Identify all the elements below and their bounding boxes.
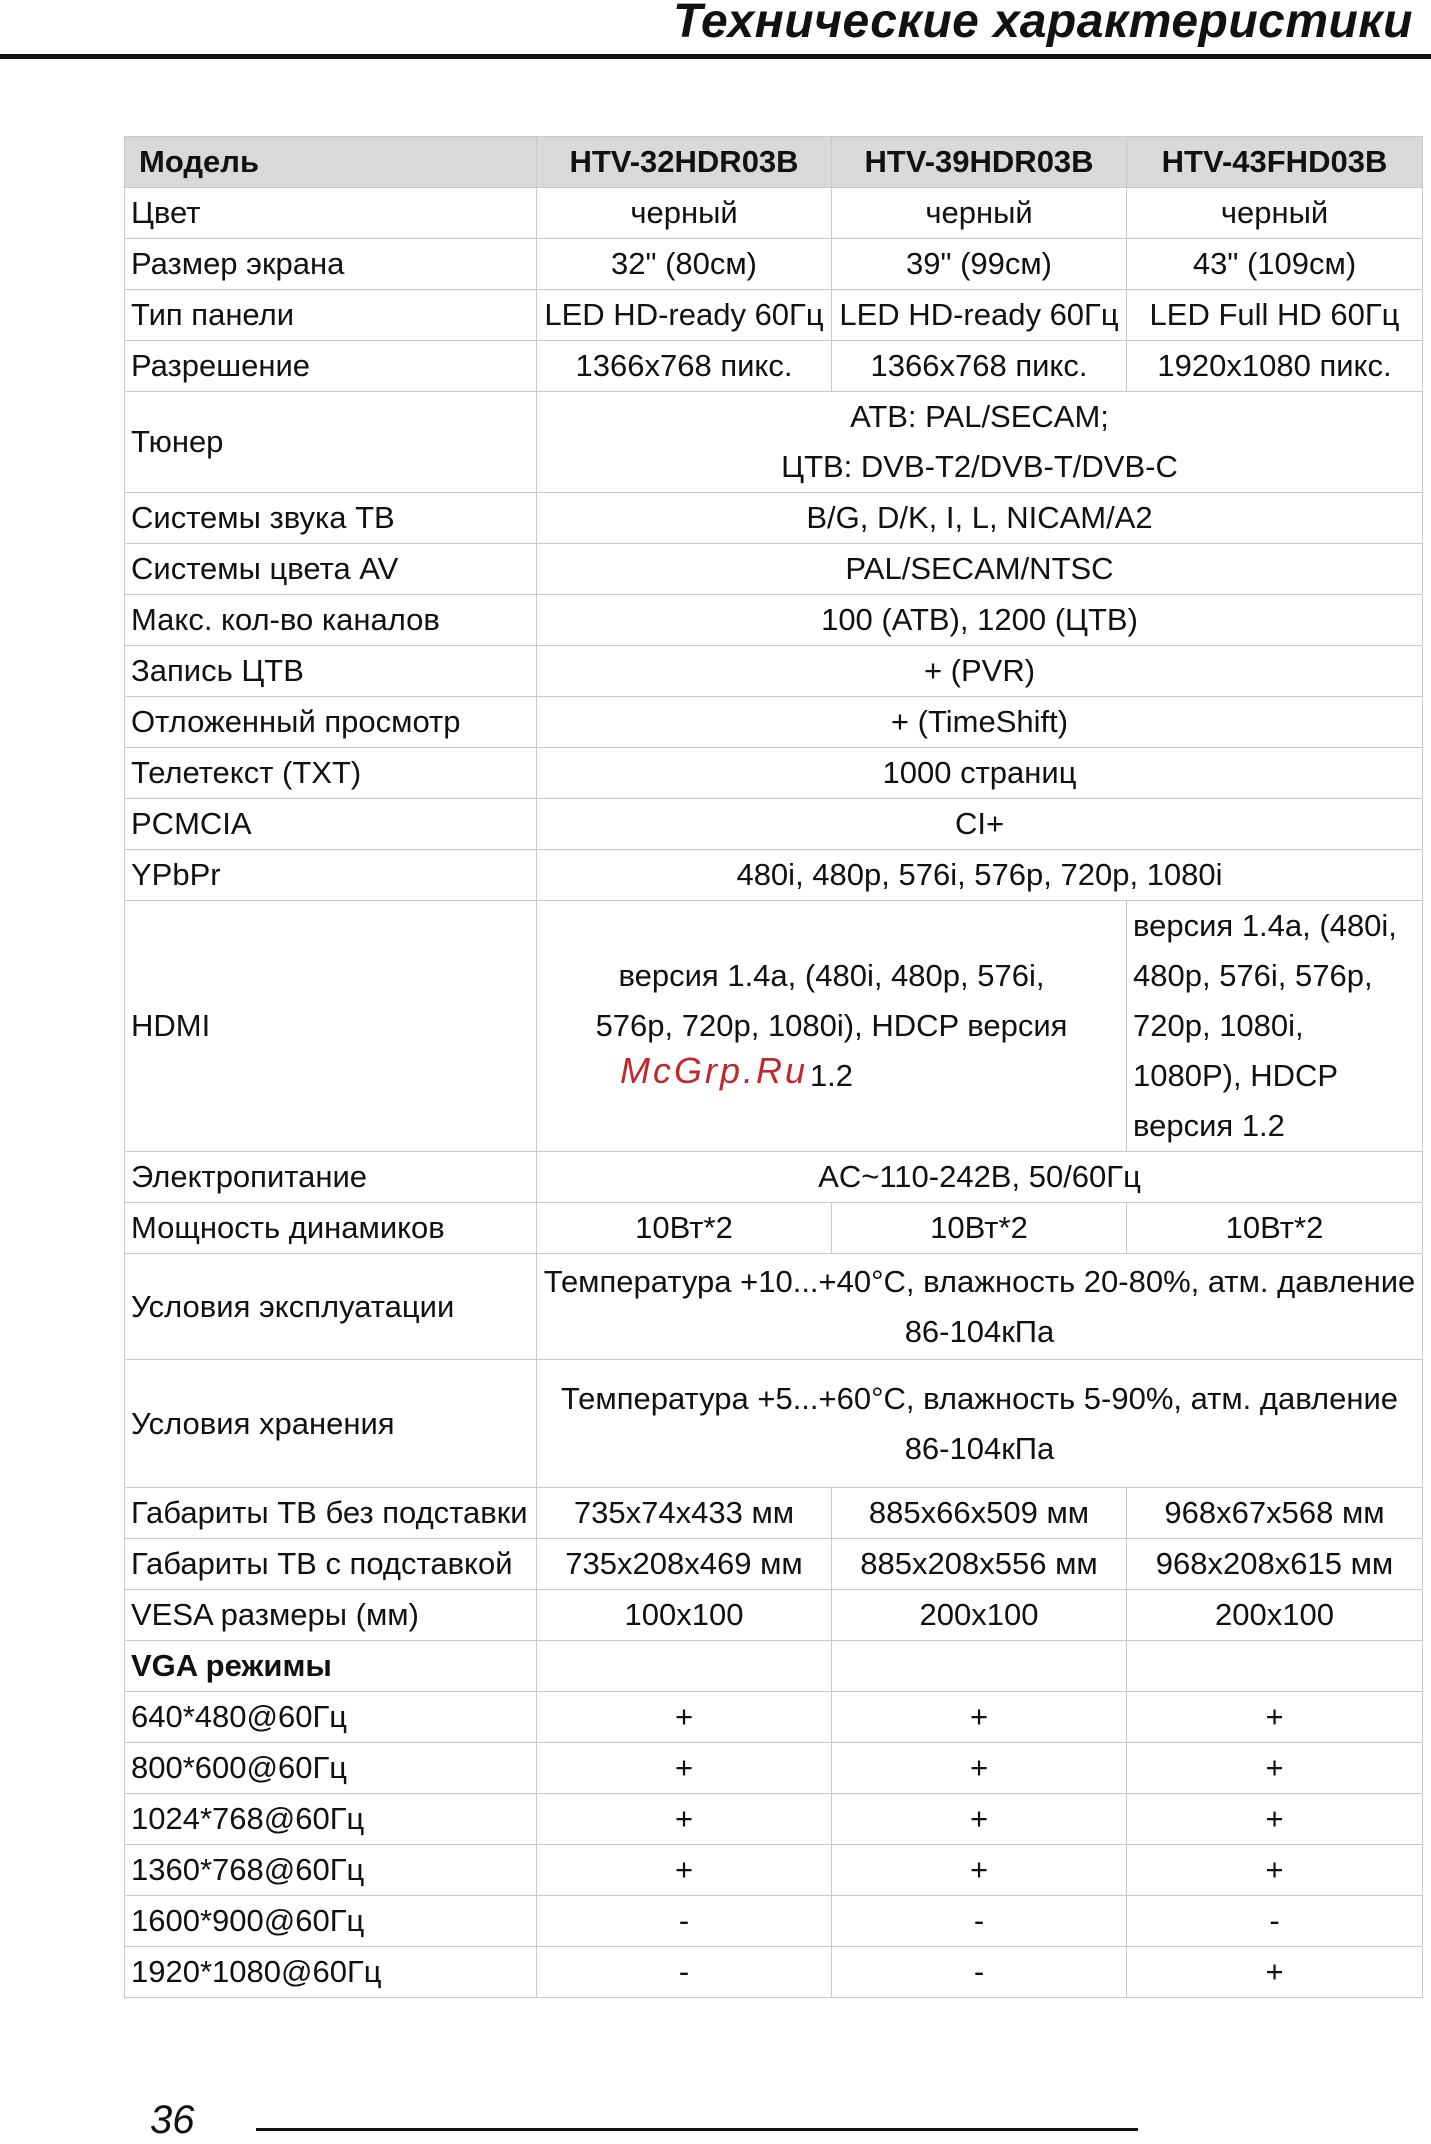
tuner-analog: АТВ: PAL/SECAM;	[850, 399, 1109, 434]
cell-value: LED HD-ready 60Гц	[832, 290, 1127, 341]
row-label: 1360*768@60Гц	[125, 1845, 537, 1896]
cell-value: черный	[832, 188, 1127, 239]
cell-value: AC~110-242B, 50/60Гц	[537, 1152, 1423, 1203]
watermark: McGrp.Ru	[620, 1050, 809, 1091]
cell-value	[832, 1641, 1127, 1692]
row-label: Макс. кол-во каналов	[125, 595, 537, 646]
table-row-vga-1600	[125, 1896, 1423, 1947]
table-row-ypbpr	[125, 850, 1423, 901]
table-row-vga-1920	[125, 1947, 1423, 1998]
row-label: Габариты ТВ с подставкой	[125, 1539, 537, 1590]
table-row-timeshift	[125, 697, 1423, 748]
page-number: 36	[150, 2098, 195, 2142]
row-label: Тюнер	[125, 392, 537, 493]
table-row-dims-no-stand	[125, 1488, 1423, 1539]
cell-value: 200x100	[832, 1590, 1127, 1641]
footer-rule	[256, 2128, 1138, 2131]
cell-value: -	[832, 1896, 1127, 1947]
page-title: Технические характеристики	[672, 0, 1413, 48]
row-label: Условия эксплуатации	[125, 1254, 537, 1360]
cell-value	[537, 901, 1127, 1152]
column-header-htv-39: HTV-39HDR03B	[832, 137, 1127, 188]
cell-value: 10Вт*2	[537, 1203, 832, 1254]
cell-value: 885x208x556 мм	[832, 1539, 1127, 1590]
cell-value: -	[832, 1947, 1127, 1998]
cell-value: 39" (99см)	[832, 239, 1127, 290]
table-row-hdmi	[125, 901, 1423, 1152]
cell-value: +	[537, 1845, 832, 1896]
cell-value: LED Full HD 60Гц	[1127, 290, 1423, 341]
table-row-screen-size	[125, 239, 1423, 290]
cell-value: черный	[1127, 188, 1423, 239]
row-label: Габариты ТВ без подставки	[125, 1488, 537, 1539]
column-header-htv-32: HTV-32HDR03B	[537, 137, 832, 188]
table-row-speakers	[125, 1203, 1423, 1254]
cell-value	[1127, 1641, 1423, 1692]
row-label: Системы звука ТВ	[125, 493, 537, 544]
row-label: 640*480@60Гц	[125, 1692, 537, 1743]
row-label: Телетекст (TXT)	[125, 748, 537, 799]
cell-value: +	[537, 1743, 832, 1794]
table-row-pcmcia	[125, 799, 1423, 850]
cell-value: 968x67x568 мм	[1127, 1488, 1423, 1539]
table-row-color	[125, 188, 1423, 239]
cell-value: 32" (80см)	[537, 239, 832, 290]
cell-value: -	[1127, 1896, 1423, 1947]
cell-value: + (PVR)	[537, 646, 1423, 697]
cell-value: +	[832, 1794, 1127, 1845]
row-label: HDMI	[125, 901, 537, 1152]
row-label: 1600*900@60Гц	[125, 1896, 537, 1947]
cell-value: 968x208x615 мм	[1127, 1539, 1423, 1590]
row-label: Условия хранения	[125, 1360, 537, 1488]
table-row-av-color	[125, 544, 1423, 595]
cell-value: 1920x1080 пикс.	[1127, 341, 1423, 392]
cell-value: Температура +10...+40°С, влажность 20-80%, атм. давление 86-104кПа	[537, 1254, 1423, 1360]
table-row-vga-800	[125, 1743, 1423, 1794]
table-row-tuner	[125, 392, 1423, 493]
cell-value: 480i, 480p, 576i, 576p, 720p, 1080i	[537, 850, 1423, 901]
cell-value: 10Вт*2	[832, 1203, 1127, 1254]
table-row-max-channels	[125, 595, 1423, 646]
row-label: Системы цвета AV	[125, 544, 537, 595]
cell-value: 43" (109см)	[1127, 239, 1423, 290]
cell-value: 1000 страниц	[537, 748, 1423, 799]
table-row-dtv-record	[125, 646, 1423, 697]
cell-value: черный	[537, 188, 832, 239]
cell-value: +	[832, 1743, 1127, 1794]
table-row-storage-conditions	[125, 1360, 1423, 1488]
cell-value: PAL/SECAM/NTSC	[537, 544, 1423, 595]
table-row-vga-header	[125, 1641, 1423, 1692]
cell-value: +	[1127, 1692, 1423, 1743]
cell-value: 735x208x469 мм	[537, 1539, 832, 1590]
cell-value: +	[832, 1692, 1127, 1743]
cell-value: -	[537, 1947, 832, 1998]
row-label: VESA размеры (мм)	[125, 1590, 537, 1641]
cell-value	[537, 392, 1423, 493]
column-header-htv-43: HTV-43FHD03B	[1127, 137, 1423, 188]
table-header-row	[125, 137, 1423, 188]
row-label: 1920*1080@60Гц	[125, 1947, 537, 1998]
table-row-resolution	[125, 341, 1423, 392]
cell-value: 200x100	[1127, 1590, 1423, 1641]
table-row-teletext	[125, 748, 1423, 799]
cell-value: 10Вт*2	[1127, 1203, 1423, 1254]
cell-value: 1366x768 пикс.	[832, 341, 1127, 392]
cell-value: 1366x768 пикс.	[537, 341, 832, 392]
cell-value: 100x100	[537, 1590, 832, 1641]
cell-value: -	[537, 1896, 832, 1947]
cell-value: +	[1127, 1794, 1423, 1845]
cell-value: 735x74x433 мм	[537, 1488, 832, 1539]
table-row-operating-conditions	[125, 1254, 1423, 1360]
cell-value: +	[1127, 1845, 1423, 1896]
row-label: Электропитание	[125, 1152, 537, 1203]
row-label: Разрешение	[125, 341, 537, 392]
table-row-dims-stand	[125, 1539, 1423, 1590]
cell-value	[537, 1641, 832, 1692]
storage-conditions-text: Температура +5...+60°С, влажность 5-90%, атм. давление 86-104кПа	[560, 1380, 1398, 1466]
row-label: Цвет	[125, 188, 537, 239]
cell-value: + (TimeShift)	[537, 697, 1423, 748]
row-label: Отложенный просмотр	[125, 697, 537, 748]
cell-value: +	[832, 1845, 1127, 1896]
table-row-tv-sound	[125, 493, 1423, 544]
cell-value: версия 1.4а, (480i, 480p, 576i, 576p, 720p, 1080i, 1080P), HDCP версия 1.2	[1127, 901, 1423, 1152]
table-row-vga-1360	[125, 1845, 1423, 1896]
table-row-vga-1024	[125, 1794, 1423, 1845]
cell-value: CI+	[537, 799, 1423, 850]
row-label: PCMCIA	[125, 799, 537, 850]
page-header	[0, 0, 1431, 58]
table-row-vga-640	[125, 1692, 1423, 1743]
cell-value: +	[537, 1692, 832, 1743]
cell-value: 100 (АТВ), 1200 (ЦТВ)	[537, 595, 1423, 646]
hdmi-spec-32-39: версия 1.4а, (480i, 480p, 576i, 576p, 720p, 1080i), HDCP версия 1.2	[595, 958, 1068, 1093]
cell-value: 885x66x509 мм	[832, 1488, 1127, 1539]
row-label: YPbPr	[125, 850, 537, 901]
header-rule	[0, 54, 1431, 59]
cell-value: +	[537, 1794, 832, 1845]
row-label: Тип панели	[125, 290, 537, 341]
row-label: Мощность динамиков	[125, 1203, 537, 1254]
cell-value: LED HD-ready 60Гц	[537, 290, 832, 341]
cell-value: +	[1127, 1743, 1423, 1794]
cell-value: B/G, D/K, I, L, NICAM/A2	[537, 493, 1423, 544]
row-label: Запись ЦТВ	[125, 646, 537, 697]
tuner-digital: ЦТВ: DVB-T2/DVB-T/DVB-C	[781, 449, 1178, 484]
row-label: Размер экрана	[125, 239, 537, 290]
table-row-power	[125, 1152, 1423, 1203]
row-label: 800*600@60Гц	[125, 1743, 537, 1794]
row-label: 1024*768@60Гц	[125, 1794, 537, 1845]
table-row-vesa	[125, 1590, 1423, 1641]
column-header-model: Модель	[125, 137, 537, 188]
row-label: VGA режимы	[125, 1641, 537, 1692]
table-row-panel-type	[125, 290, 1423, 341]
cell-value: +	[1127, 1947, 1423, 1998]
cell-value	[537, 1360, 1423, 1488]
